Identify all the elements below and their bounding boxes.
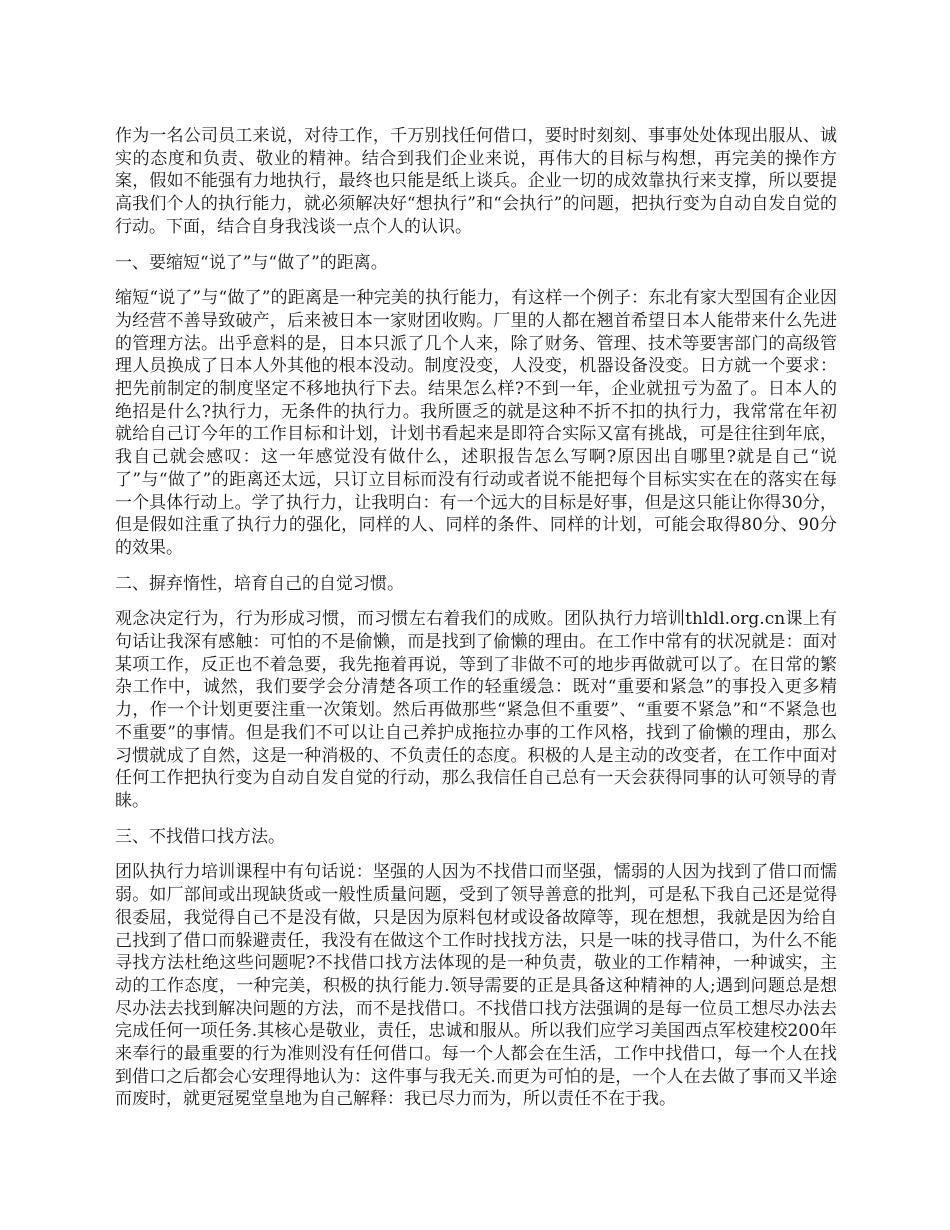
section-3-heading: 三、不找借口找方法。 xyxy=(115,826,285,847)
section-3-body: 团队执行力培训课程中有句话说：坚强的人因为不找借口而坚强，懦弱的人因为找到了借口而懦弱。如厂部间或出现缺货或一般性质量问题，受到了领导善意的批判，可是私下我自己还是觉得很委屈，我觉得自己不是没有做，只是因为原料包材或设备故障等，现在想想，我就是因为给自己找到了借口而躲避责任，我没有在做这个工作时找找方法，只是一味的找寻借口，为什么不能寻找方法杜绝这些问题呢?不找借口找方法体现的是一种负责，敬业的工作精神，一种诚实，主动的工作态度，一种完美，积极的执行能力.领导需要的正是具备这种精神的人;遇到问题总是想尽办法去找到解决问题的方法，而不是找借口。不找借口找方法强调的是每一位员工想尽办法去完成任何一项任务.其核心是敬业，责任，忠诚和服从。所以我们应学习美国西点军校建校200年来奉行的最重要的行为准则没有任何借口。每一个人都会在生活，工作中找借口，每一个人在找到借口之后都会心安理得地认为：这件事与我无关.而更为可怕的是，一个人在去做了事而又半途而废时，就更冠冕堂皇地为自己解释：我已尽力而为，所以责任不在于我。 xyxy=(115,862,837,1110)
section-1-heading: 一、要缩短“说了”与“做了”的距离。 xyxy=(115,252,388,273)
section-1-body: 缩短“说了”与“做了”的距离是一种完美的执行能力，有这样一个例子：东北有家大型国有企业因为经营不善导致破产，后来被日本一家财团收购。厂里的人都在翘首希望日本人能带来什么先进的管理方法。出乎意料的是，日本只派了几个人来，除了财务、管理、技术等要害部门的高级管理人员换成了日本人外其他的根本没动。制度没变，人没变，机器设备没变。日方就一个要求：把先前制定的制度坚定不移地执行下去。结果怎么样?不到一年，企业就扭亏为盈了。日本人的绝招是什么?执行力，无条件的执行力。我所匮乏的就是这种不折不扣的执行力，我常常在年初就给自己订今年的工作目标和计划，计划书看起来是即符合实际又富有挑战，可是往往到年底，我自己就会感叹：这一年感觉没有做什么，述职报告怎么写啊?原因出自哪里?就是自己“说了”与“做了”的距离还太远，只订立目标而没有行动或者说不能把每个目标实实在在的落实在每一个具体行动上。学了执行力，让我明白：有一个远大的目标是好事，但是这只能让你得30分，但是假如注重了执行力的强化，同样的人、同样的条件、同样的计划，可能会取得80分、90分的效果。 xyxy=(115,288,837,558)
section-2-body: 观念决定行为，行为形成习惯，而习惯左右着我们的成败。团队执行力培训thldl.org.cn课上有句话让我深有感触：可怕的不是偷懒，而是找到了偷懒的理由。在工作中常有的状况就是：面对某项工作，反正也不着急要，我先拖着再说，等到了非做不可的地步再做就可以了。在日常的繁杂工作中，诚然，我们要学会分清楚各项工作的轻重缓急：既对“重要和紧急”的事投入更多精力，作一个计划更要注重一次策划。然后再做那些“紧急但不重要”、“重要不紧急”和“不紧急也不重要”的事情。但是我们不可以让自己养护成拖拉办事的工作风格，找到了偷懒的理由，那么习惯就成了自然，这是一种消极的、不负责任的态度。积极的人是主动的改变者，在工作中面对任何工作把执行变为自动自发自觉的行动，那么我信任自己总有一天会获得同事的认可领导的青睐。 xyxy=(115,609,837,811)
intro-paragraph: 作为一名公司员工来说，对待工作，千万别找任何借口，要时时刻刻、事事处处体现出服从、诚实的态度和负责、敬业的精神。结合到我们企业来说，再伟大的目标与构想，再完美的操作方案，假如不能强有力地执行，最终也只能是纸上谈兵。企业一切的成效靠执行来支撑，所以要提高我们个人的执行能力，就必须解决好“想执行”和“会执行”的问题，把执行变为自动自发自觉的行动。下面，结合自身我浅谈一点个人的认识。 xyxy=(115,126,837,237)
document-page xyxy=(115,125,837,1124)
section-2-heading: 二、摒弃惰性，培育自己的自觉习惯。 xyxy=(115,573,404,594)
